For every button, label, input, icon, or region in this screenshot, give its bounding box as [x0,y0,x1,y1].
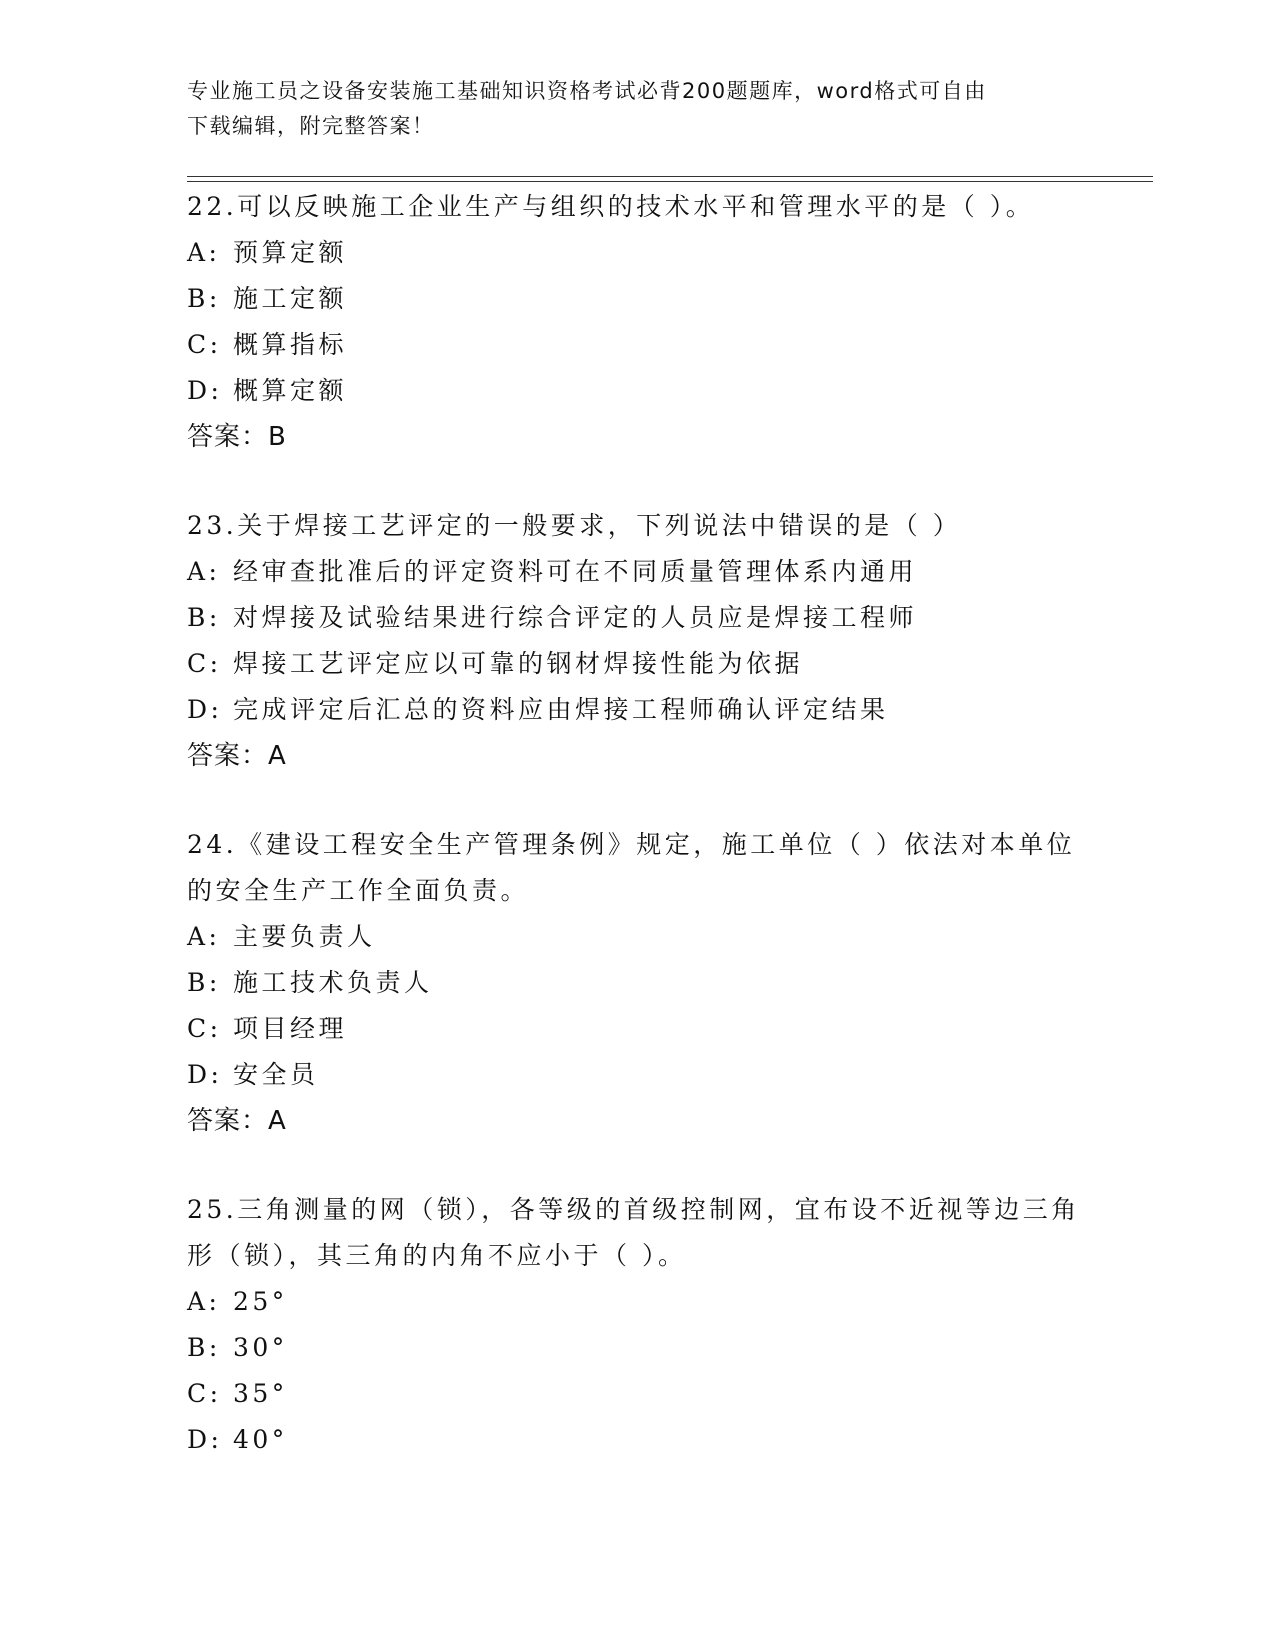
option-text: 概算定额 [233,376,348,405]
option-label: B: [187,603,221,632]
option-c [187,1006,1087,1052]
option-text: 安全员 [233,1060,319,1089]
option-label: C: [187,1379,222,1408]
option-a [187,914,1087,960]
question-text: 25.三角测量的网（锁），各等级的首级控制网，宜布设不近视等边三角形（锁），其三角的内角不应小于（ ）。 [187,1195,1080,1270]
option-label: A: [187,1287,221,1316]
answer: 答案：A [187,1106,287,1136]
answer: 答案：B [187,422,287,452]
option-label: D: [187,695,223,724]
option-label: D: [187,1060,223,1089]
option-c [187,322,1087,368]
document-header [187,74,1087,144]
option-label: C: [187,649,222,678]
option-b [187,595,1087,641]
option-b [187,960,1087,1006]
option-c [187,1371,1087,1417]
option-b [187,1325,1087,1371]
option-text: 主要负责人 [233,922,376,951]
question-25 [187,1187,1087,1463]
header-line-2: 下载编辑，附完整答案！ [187,114,435,138]
header-divider-bottom [187,181,1153,182]
option-label: B: [187,1333,221,1362]
option-a [187,1279,1087,1325]
option-label: D: [187,1425,223,1454]
option-label: B: [187,284,221,313]
question-23 [187,503,1087,779]
option-label: C: [187,1014,222,1043]
option-text: 预算定额 [233,238,348,267]
option-text: 焊接工艺评定应以可靠的钢材焊接性能为依据 [233,649,804,678]
option-text: 施工定额 [233,284,348,313]
option-label: A: [187,557,221,586]
option-text: 35° [233,1379,288,1408]
option-label: A: [187,238,221,267]
option-text: 项目经理 [233,1014,348,1043]
option-text: 完成评定后汇总的资料应由焊接工程师确认评定结果 [233,695,889,724]
option-text: 概算指标 [233,330,348,359]
header-divider-top [187,176,1153,177]
option-label: D: [187,376,223,405]
question-22 [187,184,1087,460]
option-text: 经审查批准后的评定资料可在不同质量管理体系内通用 [233,557,918,586]
option-text: 40° [233,1425,288,1454]
option-b [187,276,1087,322]
option-text: 30° [233,1333,288,1362]
question-text: 23.关于焊接工艺评定的一般要求，下列说法中错误的是（ ） [187,511,962,540]
option-d [187,1052,1087,1098]
question-text: 22.可以反映施工企业生产与组织的技术水平和管理水平的是（ ）。 [187,192,1035,221]
header-line-1: 专业施工员之设备安装施工基础知识资格考试必背200题题库，word格式可自由 [187,79,987,103]
option-a [187,230,1087,276]
option-text: 25° [233,1287,288,1316]
question-text: 24.《建设工程安全生产管理条例》规定，施工单位（ ）依法对本单位的安全生产工作全面负责。 [187,830,1076,905]
option-text: 施工技术负责人 [233,968,433,997]
option-label: A: [187,922,221,951]
option-text: 对焊接及试验结果进行综合评定的人员应是焊接工程师 [233,603,918,632]
option-label: B: [187,968,221,997]
option-a [187,549,1087,595]
option-c [187,641,1087,687]
option-d [187,1417,1087,1463]
option-d [187,368,1087,414]
option-label: C: [187,330,222,359]
option-d [187,687,1087,733]
question-24 [187,822,1087,1144]
answer: 答案：A [187,741,287,771]
